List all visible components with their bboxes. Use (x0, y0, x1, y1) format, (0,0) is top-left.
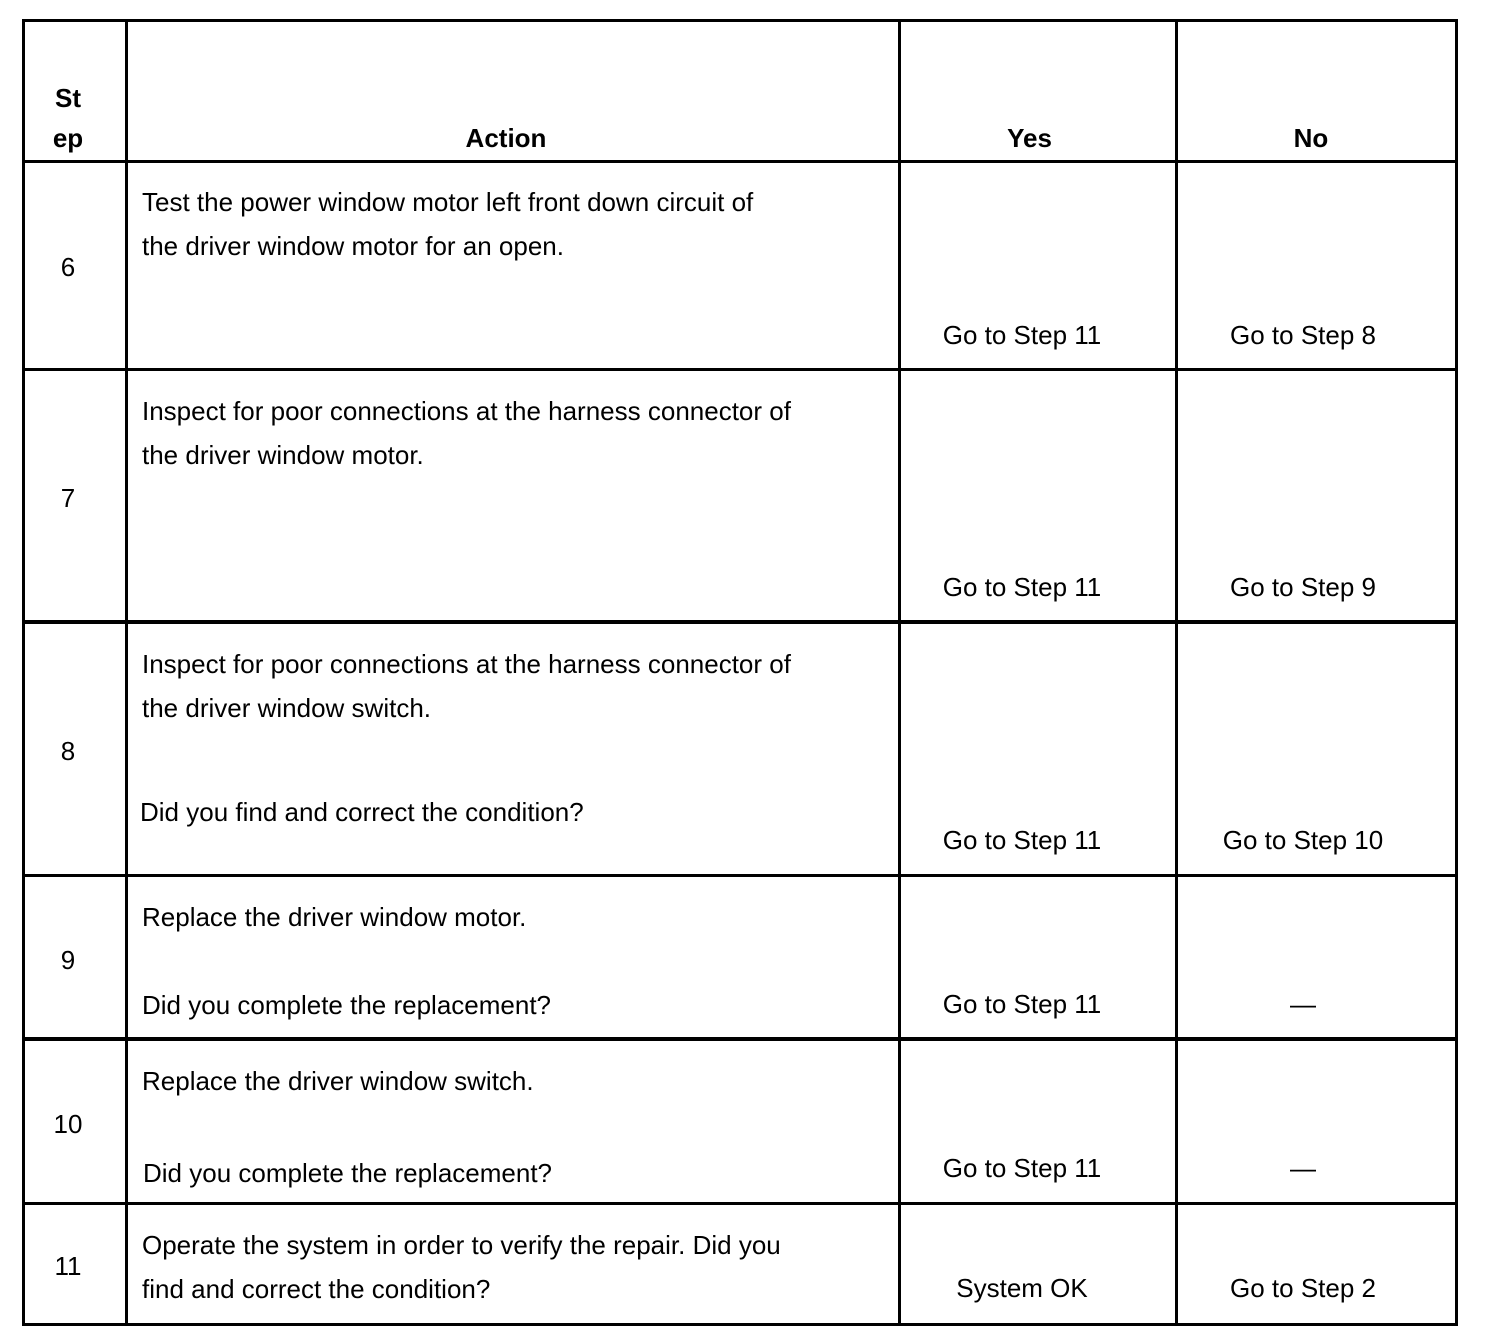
step-number: 7 (60, 483, 76, 513)
row-divider (25, 620, 1455, 624)
no-cell: Go to Step 2 (1230, 1273, 1376, 1303)
action-text: Operate the system in order to verify the repair. Did you (142, 1230, 781, 1260)
no-cell: Go to Step 9 (1230, 572, 1376, 602)
header-step-line2: ep (52, 123, 84, 153)
question-text: Did you find and correct the condition? (140, 797, 584, 827)
yes-cell: Go to Step 11 (942, 825, 1102, 855)
header-step-line1: St (55, 83, 81, 113)
action-text: Inspect for poor connections at the harness connector of (142, 396, 791, 426)
action-text: the driver window motor. (142, 440, 424, 470)
action-text: find and correct the condition? (142, 1274, 491, 1304)
column-divider (125, 22, 128, 1323)
question-text: Did you complete the replacement? (143, 1158, 553, 1188)
diagnostic-table (22, 19, 1458, 1326)
header-yes: Yes (1007, 123, 1052, 153)
yes-cell: System OK (956, 1273, 1088, 1303)
row-divider (25, 1037, 1455, 1041)
step-number: 6 (60, 252, 76, 282)
action-text: the driver window motor for an open. (142, 231, 564, 261)
row-divider (25, 1202, 1455, 1205)
action-text: Replace the driver window switch. (142, 1066, 534, 1096)
step-number: 10 (53, 1109, 83, 1139)
yes-cell: Go to Step 11 (942, 989, 1102, 1019)
step-number: 8 (60, 736, 76, 766)
column-divider (898, 22, 901, 1323)
row-divider (25, 874, 1455, 877)
action-text: Inspect for poor connections at the harness connector of (142, 649, 791, 679)
action-text: the driver window switch. (142, 693, 431, 723)
action-text: Replace the driver window motor. (142, 902, 527, 932)
no-cell: — (1290, 989, 1316, 1019)
step-number: 11 (54, 1251, 82, 1281)
header-action: Action (465, 123, 547, 153)
no-cell: — (1290, 1153, 1316, 1183)
step-number: 9 (60, 945, 76, 975)
yes-cell: Go to Step 11 (942, 1153, 1102, 1183)
column-divider (1175, 22, 1178, 1323)
no-cell: Go to Step 10 (1222, 825, 1384, 855)
question-text: Did you complete the replacement? (142, 990, 552, 1020)
yes-cell: Go to Step 11 (942, 572, 1102, 602)
action-text: Test the power window motor left front down circuit of (142, 187, 754, 217)
yes-cell: Go to Step 11 (942, 320, 1102, 350)
no-cell: Go to Step 8 (1230, 320, 1376, 350)
row-divider (25, 160, 1455, 163)
header-no: No (1293, 123, 1329, 153)
row-divider (25, 368, 1455, 371)
